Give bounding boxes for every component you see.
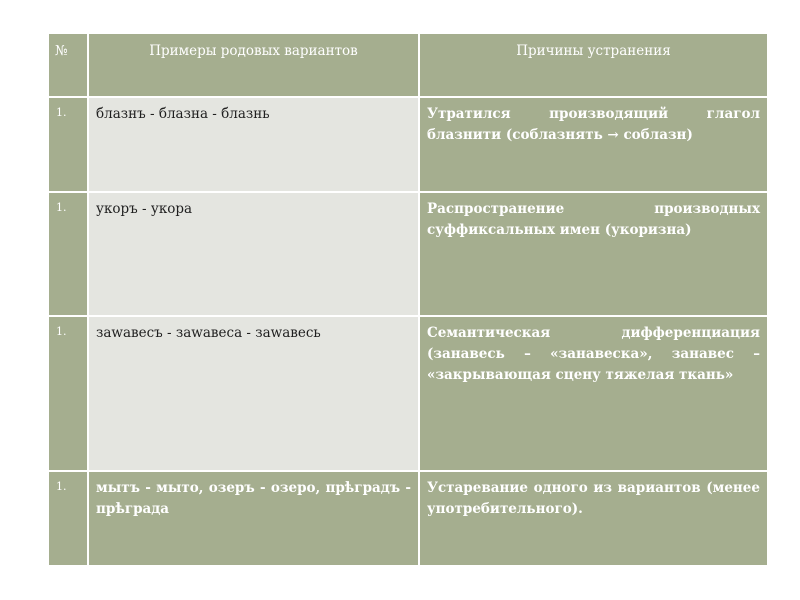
table-row [48, 192, 768, 316]
header-number: № [48, 33, 88, 97]
row-example: укоръ - укора [88, 192, 419, 316]
row-number: 1. [48, 471, 88, 566]
table-row [48, 97, 768, 192]
row-number: 1. [48, 192, 88, 316]
row-reason: Устаревание одного из вариантов (менее употребительного). [419, 471, 768, 566]
row-reason: Семантическая дифференциация (занавесь – «занавеска», занавес – «закрывающая сцену тяжелая ткань» [419, 316, 768, 471]
row-example: блазнъ - блазна - блазнь [88, 97, 419, 192]
header-reasons: Причины устранения [419, 33, 768, 97]
row-number: 1. [48, 316, 88, 471]
variants-table [47, 32, 769, 567]
row-example: мытъ - мыто, озеръ - озеро, прѣградъ - прѣграда [88, 471, 419, 566]
row-example: заԝавесъ - заԝавеса - заԝавесь [88, 316, 419, 471]
row-number: 1. [48, 97, 88, 192]
row-reason: Распространение производных суффиксальных имен (укоризна) [419, 192, 768, 316]
table-row [48, 316, 768, 471]
table-row [48, 471, 768, 566]
row-reason: Утратился производящий глагол блазнити (соблазнять → соблазн) [419, 97, 768, 192]
table-header-row [48, 33, 768, 97]
header-examples: Примеры родовых вариантов [88, 33, 419, 97]
